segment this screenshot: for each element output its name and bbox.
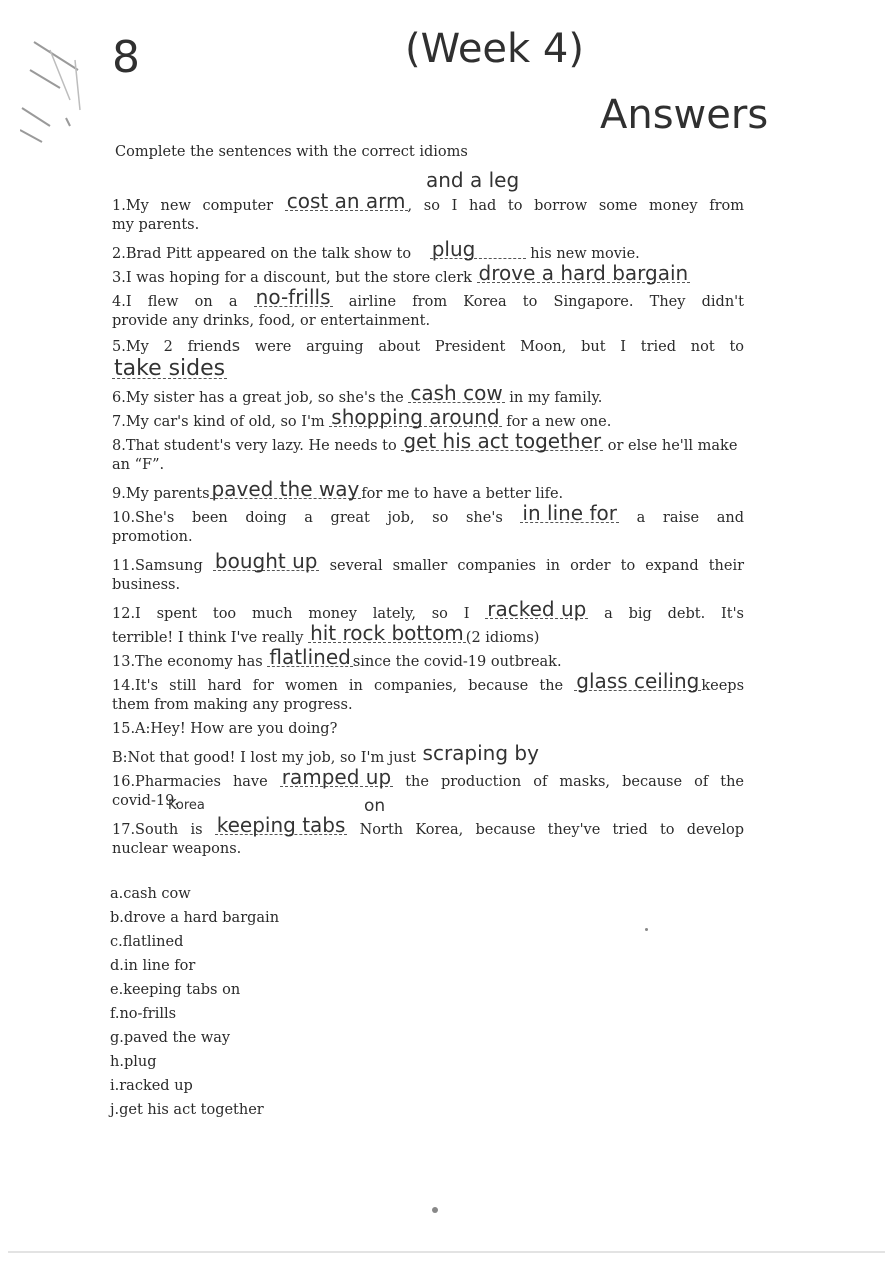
s8-text-b: or else he'll make [607, 438, 738, 454]
s9-text-a: 9.My parents [112, 486, 210, 502]
instruction-text: Complete the sentences with the correct idioms [115, 144, 468, 160]
s17-text-is: is [190, 822, 203, 838]
s1-text-a: 1.My new computer [112, 198, 274, 214]
sentence-10-cont: promotion. [112, 529, 193, 545]
sentence-12-cont [112, 621, 744, 648]
s13-answer: flatlined [269, 645, 351, 669]
s12-answer: racked up [487, 597, 587, 621]
choice-g: g.paved the way [110, 1030, 231, 1046]
s15-text-b: B:Not that good! I lost my job, so I'm just [112, 750, 416, 766]
sentence-11 [112, 549, 745, 576]
s1-text-b: , so I had to borrow some money from [407, 198, 745, 214]
s2-text-a: 2.Brad Pitt appeared on the talk show to [112, 246, 412, 262]
s12-text-d: (2 idioms) [465, 630, 540, 646]
sentence-5 [112, 336, 744, 357]
sentence-17-cont: nuclear weapons. [112, 841, 242, 857]
choice-i: i.racked up [110, 1078, 193, 1094]
choice-f: f.no-frills [110, 1006, 177, 1022]
s5-text-b: were arguing about President Moon, but I tried not to [254, 339, 745, 355]
s6-answer: cash cow [410, 381, 503, 405]
sentence-4 [112, 285, 744, 312]
sentence-3 [112, 261, 812, 288]
s5-handwritten-s: s [231, 336, 241, 355]
s16-text-b: the production of masks, because of the [405, 774, 744, 790]
s7-text-a: 7.My car's kind of old, so I'm [112, 414, 325, 430]
sentence-14 [112, 669, 745, 696]
sentence-14-cont: them from making any progress. [112, 697, 353, 713]
sentence-17 [112, 813, 745, 840]
s10-answer: in line for [522, 501, 617, 525]
s12-text-c: terrible! I think I've really [112, 630, 304, 646]
sentence-1 [112, 189, 745, 216]
sentence-4-cont: provide any drinks, food, or entertainment. [112, 313, 431, 329]
s11-text-b: several smaller companies in order to expand their [329, 558, 745, 574]
s17-handwritten-korea: Korea [168, 798, 205, 813]
sentence-8 [112, 429, 744, 456]
s5-answer: take sides [114, 356, 226, 381]
sentence-15-b [112, 741, 744, 768]
s13-text-a: 13.The economy has [112, 654, 263, 670]
s5-text-a: 5.My 2 friend [112, 339, 232, 355]
choice-h: h.plug [110, 1054, 157, 1070]
choice-d: d.in line for [110, 958, 196, 974]
s12-answer-2: hit rock bottom [310, 621, 464, 645]
s7-text-b: for a new one. [506, 414, 612, 430]
s17-text-b: North Korea, because they've tried to develop [359, 822, 745, 838]
sentence-5-cont [112, 356, 744, 383]
s9-text-b: for me to have a better life. [361, 486, 564, 502]
stray-dot-mark-small [645, 928, 648, 931]
s11-text-a: 11.Samsung [112, 558, 203, 574]
sentence-11-cont: business. [112, 577, 181, 593]
sentence-16-cont: covid-19. [112, 793, 179, 809]
s3-text-a: 3.I was hoping for a discount, but the store clerk [112, 270, 472, 286]
s10-text-b: a raise and [636, 510, 745, 526]
choice-a: a.cash cow [110, 886, 191, 902]
s4-answer: no-frills [255, 285, 331, 309]
sentence-1-cont: my parents. [112, 217, 200, 233]
s7-answer: shopping around [331, 405, 500, 429]
s14-text-b: keeps [701, 678, 745, 694]
sentence-15: 15.A:Hey! How are you doing? [112, 721, 338, 737]
s14-answer: glass ceiling [576, 669, 700, 693]
handwritten-week-title: (Week 4) [405, 26, 584, 72]
s9-answer: paved the way [211, 477, 360, 501]
s11-answer: bought up [214, 549, 318, 573]
s4-text-b: airline from Korea to Singapore. They didn't [348, 294, 744, 310]
choice-c: c.flatlined [110, 934, 184, 950]
s1-answer: cost an arm [286, 189, 406, 213]
s12-text-a: 12.I spent too much money lately, so I [112, 606, 470, 622]
choice-e: e.keeping tabs on [110, 982, 241, 998]
s1-answer-continuation: and a leg [426, 168, 520, 192]
s14-text-a: 14.It's still hard for women in companies, because the [112, 678, 564, 694]
s2-text-b: his new movie. [530, 246, 640, 262]
s15-answer: scraping by [422, 741, 539, 765]
scan-bottom-edge [8, 1251, 885, 1253]
s6-text-b: in my family. [509, 390, 603, 406]
sentence-9 [112, 477, 744, 504]
s16-answer: ramped up [281, 765, 392, 789]
s4-text-a: 4.I flew on a [112, 294, 238, 310]
sentence-8-cont: an “F”. [112, 457, 165, 473]
s10-text-a: 10.She's been doing a great job, so she's [112, 510, 503, 526]
s17-text-a: 17.South [112, 822, 179, 838]
sentence-10 [112, 501, 745, 528]
sentence-16 [112, 765, 744, 792]
s12-text-b: a big debt. It's [604, 606, 744, 622]
s8-answer: get his act together [403, 429, 602, 453]
corner-scribble-marks [20, 30, 110, 160]
stray-dot-mark [432, 1207, 438, 1213]
s3-answer: drove a hard bargain [478, 261, 689, 285]
s17-handwritten-on: on [364, 796, 386, 816]
choice-b: b.drove a hard bargain [110, 910, 280, 926]
handwritten-answers-title: Answers [600, 92, 769, 138]
s17-answer: keeping tabs [216, 813, 346, 837]
choice-j: j.get his act together [110, 1102, 264, 1118]
handwritten-number: 8 [112, 32, 140, 83]
s6-text-a: 6.My sister has a great job, so she's the [112, 390, 404, 406]
s2-answer: plug [430, 240, 526, 259]
s8-text-a: 8.That student's very lazy. He needs to [112, 438, 397, 454]
s16-text-a: 16.Pharmacies have [112, 774, 268, 790]
s13-text-b: since the covid-19 outbreak. [352, 654, 562, 670]
